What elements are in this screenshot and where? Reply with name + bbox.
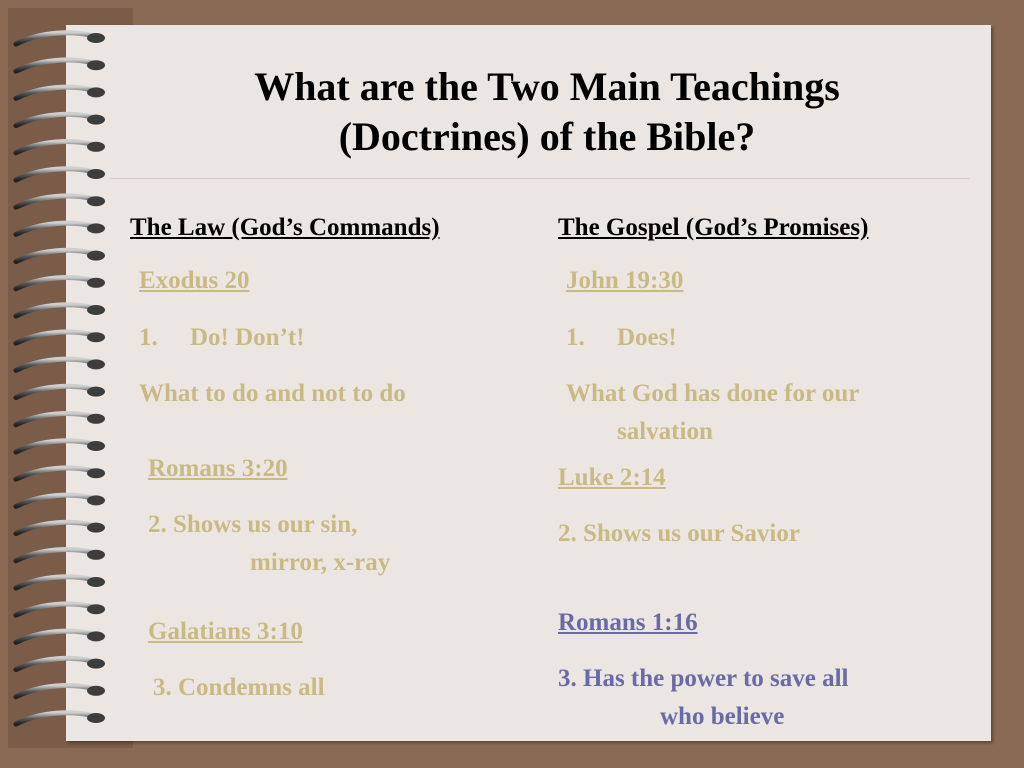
spiral-ring bbox=[16, 223, 94, 234]
gospel-ref-romans: Romans 1:16 bbox=[558, 609, 698, 636]
spiral-ring bbox=[16, 114, 94, 125]
title-line-1: What are the Two Main Teachings bbox=[254, 64, 840, 109]
law-ref-romans: Romans 3:20 bbox=[148, 455, 288, 482]
spiral-ring bbox=[16, 441, 94, 452]
spiral-hole bbox=[87, 604, 105, 614]
spiral-ring bbox=[16, 468, 94, 479]
law-explanation-1: What to do and not to do bbox=[139, 380, 406, 407]
spiral-ring bbox=[16, 386, 94, 397]
gospel-point-1: Does! bbox=[617, 324, 677, 351]
law-point-1-number: 1. bbox=[139, 324, 158, 351]
law-heading: The Law (God’s Commands) bbox=[130, 214, 440, 241]
title-line-2: (Doctrines) of the Bible? bbox=[338, 114, 756, 159]
spiral-ring bbox=[16, 522, 94, 533]
spiral-hole bbox=[87, 115, 105, 125]
spiral-hole bbox=[87, 278, 105, 288]
spiral-ring bbox=[16, 713, 94, 724]
law-ref-galatians: Galatians 3:10 bbox=[148, 618, 303, 645]
spiral-binding-icon bbox=[10, 24, 120, 744]
spiral-ring bbox=[16, 332, 94, 343]
spiral-ring bbox=[16, 631, 94, 642]
gospel-heading: The Gospel (God’s Promises) bbox=[558, 214, 869, 241]
spiral-ring bbox=[16, 686, 94, 697]
spiral-hole bbox=[87, 523, 105, 533]
spiral-hole bbox=[87, 60, 105, 70]
spiral-hole bbox=[87, 441, 105, 451]
spiral-hole bbox=[87, 251, 105, 261]
spiral-ring bbox=[16, 359, 94, 370]
spiral-ring bbox=[16, 414, 94, 425]
spiral-ring bbox=[16, 250, 94, 261]
spiral-ring bbox=[16, 495, 94, 506]
spiral-hole bbox=[87, 631, 105, 641]
spiral-hole bbox=[87, 142, 105, 152]
spiral-hole bbox=[87, 414, 105, 424]
gospel-explanation-1-line-2: salvation bbox=[617, 418, 713, 445]
spiral-hole bbox=[87, 659, 105, 669]
spiral-hole bbox=[87, 686, 105, 696]
spiral-hole bbox=[87, 223, 105, 233]
spiral-hole bbox=[87, 387, 105, 397]
spiral-hole bbox=[87, 196, 105, 206]
spiral-hole bbox=[87, 468, 105, 478]
spiral-ring bbox=[16, 658, 94, 669]
spiral-ring bbox=[16, 142, 94, 153]
spiral-hole bbox=[87, 550, 105, 560]
gospel-ref-john: John 19:30 bbox=[566, 267, 684, 294]
gospel-point-1-number: 1. bbox=[566, 324, 585, 351]
spiral-ring bbox=[16, 60, 94, 71]
gospel-point-2: 2. Shows us our Savior bbox=[558, 520, 800, 547]
gospel-point-3-line-1: 3. Has the power to save all bbox=[558, 665, 849, 692]
spiral-ring bbox=[16, 577, 94, 588]
spiral-hole bbox=[87, 332, 105, 342]
spiral-hole bbox=[87, 33, 105, 43]
gospel-explanation-1-line-1: What God has done for our bbox=[566, 380, 860, 407]
title-divider bbox=[110, 178, 970, 179]
gospel-ref-luke: Luke 2:14 bbox=[558, 464, 666, 491]
spiral-ring bbox=[16, 87, 94, 98]
spiral-ring bbox=[16, 196, 94, 207]
spiral-ring bbox=[16, 604, 94, 615]
law-point-3: 3. Condemns all bbox=[153, 674, 325, 701]
law-point-2-line-1: 2. Shows us our sin, bbox=[148, 511, 358, 538]
spiral-hole bbox=[87, 495, 105, 505]
law-ref-exodus: Exodus 20 bbox=[139, 267, 250, 294]
spiral-hole bbox=[87, 577, 105, 587]
spiral-ring bbox=[16, 278, 94, 289]
spiral-hole bbox=[87, 169, 105, 179]
spiral-ring bbox=[16, 169, 94, 180]
law-point-1: Do! Don’t! bbox=[190, 324, 305, 351]
spiral-hole bbox=[87, 87, 105, 97]
spiral-hole bbox=[87, 713, 105, 723]
spiral-hole bbox=[87, 305, 105, 315]
spiral-ring bbox=[16, 550, 94, 561]
page-title bbox=[166, 62, 928, 162]
spiral-ring bbox=[16, 305, 94, 316]
spiral-hole bbox=[87, 359, 105, 369]
gospel-point-3-line-2: who believe bbox=[660, 703, 785, 730]
spiral-ring bbox=[16, 33, 94, 44]
law-point-2-line-2: mirror, x-ray bbox=[250, 549, 391, 576]
